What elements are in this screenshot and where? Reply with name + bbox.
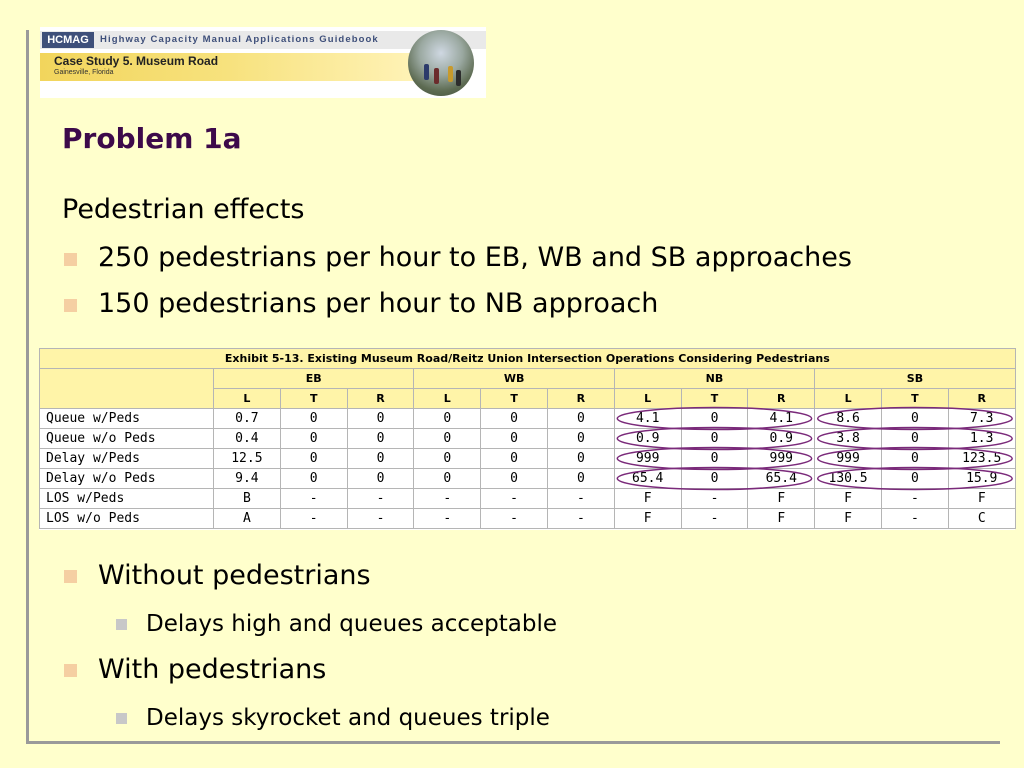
table-cell: 0 (681, 409, 748, 429)
sub-bullet-item: Delays skyrocket and queues triple (146, 705, 550, 731)
table-cell: 0 (681, 469, 748, 489)
table-cell: - (347, 509, 414, 529)
table-cell: 0 (547, 449, 614, 469)
table-cell: 0 (547, 469, 614, 489)
table-cell: 65.4 (748, 469, 815, 489)
row-label: Queue w/Peds (40, 409, 214, 429)
table-cell: 0 (881, 469, 948, 489)
table-cell: 130.5 (815, 469, 882, 489)
table-cell: B (214, 489, 281, 509)
table-cell: C (948, 509, 1015, 529)
table-cell: 15.9 (948, 469, 1015, 489)
row-label: Delay w/o Peds (40, 469, 214, 489)
guidebook-title: Highway Capacity Manual Applications Guidebook (100, 34, 379, 45)
movement-header: T (881, 389, 948, 409)
row-label: Queue w/o Peds (40, 429, 214, 449)
table-cell: 0 (347, 429, 414, 449)
exhibit-caption: Exhibit 5-13. Existing Museum Road/Reitz Union Intersection Operations Considering Pedestrians (40, 349, 1016, 369)
table-cell: 3.8 (815, 429, 882, 449)
slide-title: Problem 1a (62, 122, 242, 155)
bullet-item: With pedestrians (98, 654, 327, 685)
bullet-item: Without pedestrians (98, 560, 371, 591)
table-cell: 0 (681, 449, 748, 469)
slide-frame-left (26, 30, 29, 744)
table-cell: 0 (347, 449, 414, 469)
table-cell: 0 (881, 409, 948, 429)
intro-heading: Pedestrian effects (62, 194, 305, 225)
table-cell: - (547, 489, 614, 509)
table-cell: 65.4 (614, 469, 681, 489)
movement-header: R (948, 389, 1015, 409)
movement-header: R (547, 389, 614, 409)
table-cell: 999 (748, 449, 815, 469)
bullet-item: 150 pedestrians per hour to NB approach (98, 288, 659, 319)
table-cell: F (815, 489, 882, 509)
movement-header: L (214, 389, 281, 409)
table-cell: 0.7 (214, 409, 281, 429)
bullet-item: 250 pedestrians per hour to EB, WB and SB approaches (98, 242, 852, 273)
table-cell: F (748, 509, 815, 529)
table-cell: 0 (414, 429, 481, 449)
approach-header: WB (414, 369, 614, 389)
table-cell: 0 (547, 409, 614, 429)
table-cell: 0 (481, 429, 548, 449)
table-cell: - (681, 509, 748, 529)
movement-header: L (414, 389, 481, 409)
table-cell: - (414, 489, 481, 509)
table-cell: 0 (347, 469, 414, 489)
table-cell: 0 (414, 449, 481, 469)
slide-frame-bottom (26, 741, 1000, 744)
table-cell: 7.3 (948, 409, 1015, 429)
movement-header: T (681, 389, 748, 409)
exhibit-table (39, 348, 1015, 530)
table-cell: 123.5 (948, 449, 1015, 469)
table-cell: F (614, 509, 681, 529)
table-cell: 0 (481, 409, 548, 429)
table-cell: 0 (547, 429, 614, 449)
approach-header: NB (614, 369, 814, 389)
case-study-location: Gainesville, Florida (54, 69, 114, 76)
table-cell: F (948, 489, 1015, 509)
movement-header: L (815, 389, 882, 409)
oval-group (617, 408, 1012, 490)
table-cell: 0 (881, 429, 948, 449)
table-cell: 999 (815, 449, 882, 469)
sub-bullet-square-icon (116, 619, 127, 630)
table-cell: 0 (347, 409, 414, 429)
table-cell: - (681, 489, 748, 509)
table-cell: - (881, 489, 948, 509)
table-cell: F (748, 489, 815, 509)
table-cell: - (280, 489, 347, 509)
movement-header: T (280, 389, 347, 409)
table-cell: 12.5 (214, 449, 281, 469)
table-cell: 8.6 (815, 409, 882, 429)
table-cell: 0 (481, 449, 548, 469)
bullet-square-icon (64, 570, 77, 583)
table-cell: - (481, 509, 548, 529)
sub-bullet-square-icon (116, 713, 127, 724)
approach-header: SB (815, 369, 1016, 389)
bullet-square-icon (64, 664, 77, 677)
movement-header: T (481, 389, 548, 409)
table-cell: - (414, 509, 481, 529)
circled-values-oval (818, 448, 1013, 470)
table-cell: F (614, 489, 681, 509)
table-cell: 0 (414, 469, 481, 489)
circled-values-oval (818, 468, 1013, 490)
circled-values-overlay (39, 348, 1015, 530)
movement-header: L (614, 389, 681, 409)
row-label: LOS w/Peds (40, 489, 214, 509)
bullet-square-icon (64, 253, 77, 266)
circled-values-oval (818, 428, 1013, 450)
circled-values-oval (617, 428, 811, 450)
movement-header: R (748, 389, 815, 409)
table-cell: 0 (414, 409, 481, 429)
row-label: Delay w/Peds (40, 449, 214, 469)
table-cell: 0.9 (614, 429, 681, 449)
table-cell: F (815, 509, 882, 529)
movement-header: R (347, 389, 414, 409)
table-cell: 0.4 (214, 429, 281, 449)
header-banner (40, 27, 486, 98)
table-cell: 0 (681, 429, 748, 449)
table-cell: 4.1 (748, 409, 815, 429)
table-cell: 0 (881, 449, 948, 469)
approach-header: EB (214, 369, 414, 389)
bullet-square-icon (64, 299, 77, 312)
pedestrian-photo-icon (408, 30, 474, 96)
table-cell: 0 (280, 469, 347, 489)
table-cell: - (347, 489, 414, 509)
circled-values-oval (617, 448, 811, 470)
table-cell: 9.4 (214, 469, 281, 489)
table-cell: 0 (280, 429, 347, 449)
table-cell: 4.1 (614, 409, 681, 429)
hcmag-logo: HCMAG (42, 32, 94, 48)
table-cell: 1.3 (948, 429, 1015, 449)
table-cell: - (481, 489, 548, 509)
table-cell: 999 (614, 449, 681, 469)
circled-values-oval (617, 468, 811, 490)
table-cell: A (214, 509, 281, 529)
table-cell: 0 (280, 409, 347, 429)
sub-bullet-item: Delays high and queues acceptable (146, 611, 558, 637)
table-cell: - (547, 509, 614, 529)
case-study-title: Case Study 5. Museum Road (54, 54, 219, 68)
circled-values-oval (617, 408, 811, 430)
table-cell: - (881, 509, 948, 529)
table-cell: 0.9 (748, 429, 815, 449)
table-cell: 0 (280, 449, 347, 469)
table-cell: - (280, 509, 347, 529)
circled-values-oval (818, 408, 1013, 430)
row-label: LOS w/o Peds (40, 509, 214, 529)
table-cell: 0 (481, 469, 548, 489)
